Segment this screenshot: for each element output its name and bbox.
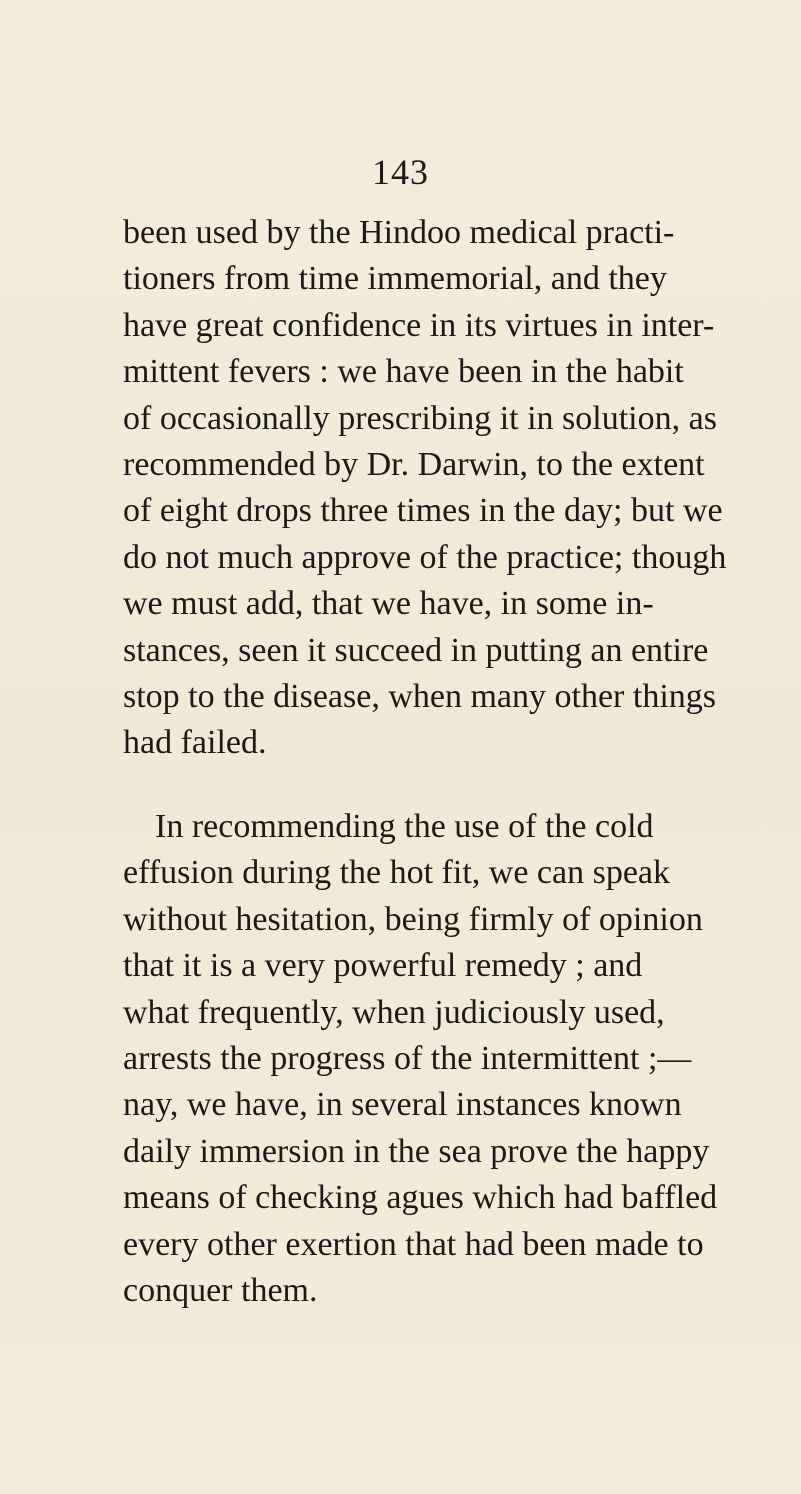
text-line: every other exertion that had been made to <box>123 1225 704 1263</box>
text-line: have great confidence in its virtues in inter- <box>123 306 715 344</box>
text-line: effusion during the hot fit, we can speak <box>123 854 671 892</box>
text-line: that it is a very powerful remedy ; and <box>123 947 643 985</box>
text-line: we must add, that we have, in some in- <box>123 585 654 623</box>
text-line: nay, we have, in several instances known <box>123 1086 682 1124</box>
text-line: been used by the Hindoo medical practi- <box>123 214 675 251</box>
text-line: of eight drops three times in the day; but we <box>123 492 723 530</box>
text-line: what frequently, when judiciously used, <box>123 993 665 1031</box>
text-line: In recommending the use of the cold <box>155 808 654 845</box>
text-line: stop to the disease, when many other things <box>123 678 717 716</box>
text-line: recommended by Dr. Darwin, to the extent <box>123 446 705 484</box>
text-line: of occasionally prescribing it in solution, as <box>123 399 717 437</box>
text-line: arrests the progress of the intermittent ;— <box>123 1040 692 1078</box>
text-line: had failed. <box>123 724 267 762</box>
text-line: tioners from time immemorial, and they <box>123 260 667 298</box>
text-line: mittent fevers : we have been in the habit <box>123 353 684 391</box>
text-line: daily immersion in the sea prove the happy <box>123 1132 710 1170</box>
text-line: without hesitation, being firmly of opinion <box>123 900 703 938</box>
page-number: 143 <box>372 152 429 192</box>
text-line: means of checking agues which had baffled <box>123 1179 718 1217</box>
text-line: conquer them. <box>123 1272 318 1310</box>
paragraph-2 <box>123 804 717 1314</box>
paragraph-1 <box>123 210 726 767</box>
text-line: do not much approve of the practice; though <box>123 538 727 576</box>
text-line: stances, seen it succeed in putting an entire <box>123 631 709 669</box>
